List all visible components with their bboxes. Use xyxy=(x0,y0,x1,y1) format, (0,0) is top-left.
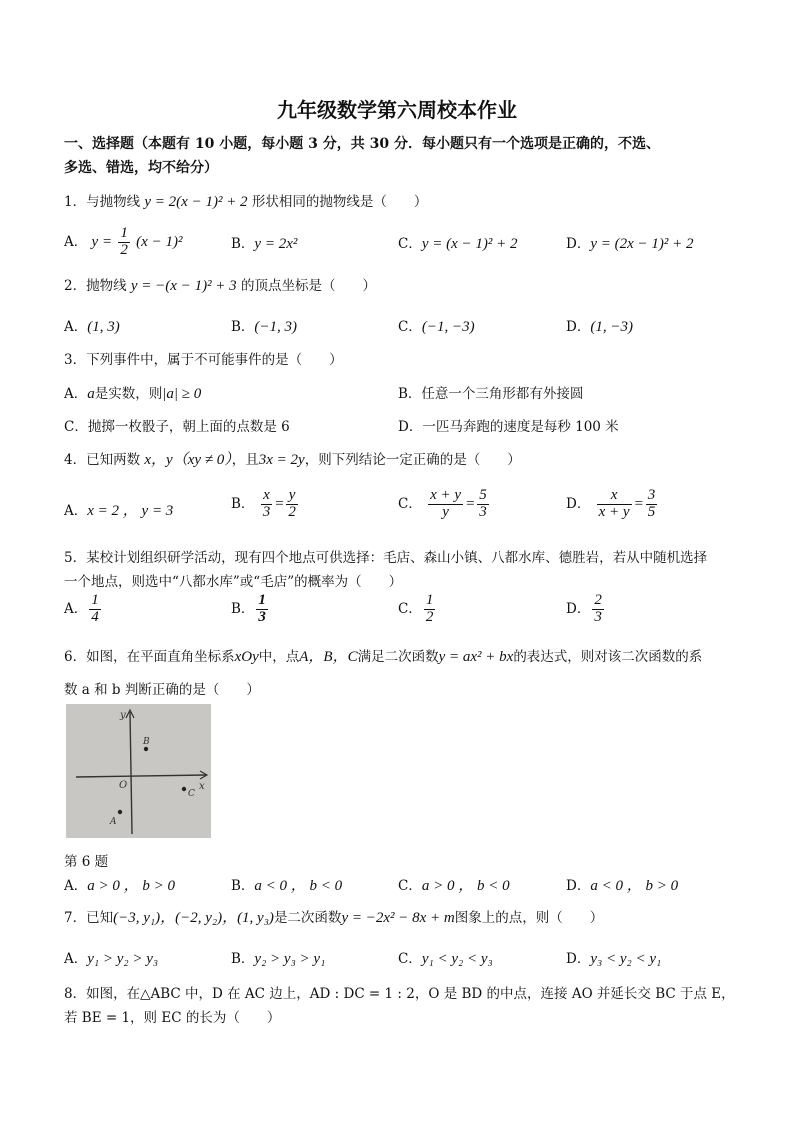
option-text: 是实数，则 xyxy=(94,386,163,402)
option-label: D． xyxy=(566,319,591,335)
question-7-stem xyxy=(64,906,603,927)
q2-option-d[interactable] xyxy=(566,315,633,336)
option-label: B． xyxy=(231,600,255,617)
option-label: D． xyxy=(566,951,591,967)
q2-option-a[interactable] xyxy=(64,315,120,336)
q1-option-a[interactable] xyxy=(64,226,182,259)
q2-stem-post: 的顶点坐标是（ ） xyxy=(240,278,376,294)
option-expr: a < 0 ， b > 0 xyxy=(590,878,679,894)
option-label: C． xyxy=(398,495,422,512)
option-label: D． xyxy=(566,236,591,252)
option-expr: y₃ < y₂ < y₁ xyxy=(590,951,662,967)
option-fraction xyxy=(89,593,101,626)
fraction-numerator: x + y xyxy=(430,487,462,503)
option-text: 任意一个三角形都有外接圆 xyxy=(421,386,584,402)
q7-option-a[interactable] xyxy=(64,947,158,968)
question-6-line2: 数 a 和 b 判断正确的是（ ） xyxy=(64,682,260,698)
option-label: B． xyxy=(398,386,422,402)
q4-option-d[interactable] xyxy=(566,488,659,521)
q5-option-c[interactable] xyxy=(398,593,437,626)
question-8-line2: 若 BE = 1，则 EC 的长为（ ） xyxy=(64,1010,281,1026)
question-4-stem xyxy=(64,448,521,469)
q1-stem-pre: 1．与抛物线 xyxy=(64,194,141,210)
q4-option-b[interactable] xyxy=(231,488,300,521)
option-expr: (−1, −3) xyxy=(421,319,475,335)
option-expr: a < 0 ， b < 0 xyxy=(254,878,343,894)
fraction-numerator: 1 xyxy=(258,592,266,608)
q3-option-c[interactable] xyxy=(64,415,290,435)
option-label: C． xyxy=(398,319,422,335)
question-6-line1 xyxy=(64,645,702,666)
q6-option-d[interactable] xyxy=(566,874,678,895)
option-expr: (1, 3) xyxy=(87,319,120,335)
fraction-numerator: 2 xyxy=(594,592,602,608)
option-expr-pre: y = xyxy=(91,233,113,250)
option-expr: y₂ > y₃ > y₁ xyxy=(254,951,326,967)
q4-stem-mid: ，且 xyxy=(231,452,259,468)
q6-line1-pre: 6．如图，在平面直角坐标系 xyxy=(64,649,235,665)
q1-option-d[interactable] xyxy=(566,232,694,253)
option-text: 一匹马奔跑的速度是每秒 100 米 xyxy=(422,419,619,435)
option-label: B． xyxy=(231,495,255,512)
option-text: 抛掷一枚骰子，朝上面的点数是 6 xyxy=(87,419,290,435)
option-label: B． xyxy=(231,878,255,894)
option-expr: |a| ≥ 0 xyxy=(162,386,202,402)
option-label: B． xyxy=(231,319,255,335)
q5-option-a[interactable] xyxy=(64,593,103,626)
fraction-numerator: x xyxy=(261,488,273,505)
option-expr: y = (2x − 1)² + 2 xyxy=(590,236,694,252)
q6-figure-caption: 第 6 题 xyxy=(64,854,109,870)
equals-sign: = xyxy=(633,495,644,512)
fraction-denominator: 5 xyxy=(647,503,656,520)
option-label: A． xyxy=(64,503,88,519)
point-c-label: C xyxy=(188,789,195,799)
q3-option-d[interactable] xyxy=(398,415,619,435)
point-a-label: A xyxy=(110,817,117,827)
fraction-numerator: x xyxy=(597,488,632,505)
equals-sign: = xyxy=(465,495,476,512)
q7-points: (−3, y₁)，(−2, y₂)，(1, y₃) xyxy=(113,910,274,926)
q4-stem-pre: 4．已知两数 xyxy=(64,452,141,468)
option-fraction-right xyxy=(646,488,658,521)
q7-stem-mid: 是二次函数 xyxy=(273,910,342,926)
y-axis xyxy=(130,712,132,834)
section-header-line2: 多选、错选，均不给分） xyxy=(64,160,218,176)
option-expr: y₁ > y₂ > y₃ xyxy=(87,951,159,967)
origin-label: O xyxy=(119,780,128,791)
fraction-denominator: 2 xyxy=(425,608,434,625)
q1-option-c[interactable] xyxy=(398,232,518,253)
q6-option-a[interactable] xyxy=(64,874,175,895)
q2-option-c[interactable] xyxy=(398,315,475,336)
option-expr: a > 0 ， b < 0 xyxy=(421,878,510,894)
x-axis-label: x xyxy=(199,781,205,792)
fraction-numerator: 1 xyxy=(425,592,434,608)
fraction-denominator: y xyxy=(442,503,449,520)
option-label: D． xyxy=(398,419,423,435)
question-5-line2: 一个地点，则选中“八都水库”或“毛店”的概率为（ ） xyxy=(64,574,403,590)
option-expr: y₁ < y₂ < y₃ xyxy=(421,951,493,967)
point-b-label: B xyxy=(143,737,150,747)
q4-option-c[interactable] xyxy=(398,488,491,521)
q2-option-b[interactable] xyxy=(231,315,297,336)
option-expr-post: (x − 1)² xyxy=(136,233,183,250)
q7-option-c[interactable] xyxy=(398,947,493,968)
option-fraction-right xyxy=(477,488,489,521)
option-label: B． xyxy=(231,951,255,967)
q6-line1-post: 的表达式，则对该二次函数的系 xyxy=(513,649,703,665)
q4-stem-expr: 3x = 2y xyxy=(258,452,305,468)
q1-stem-expr: y = 2(x − 1)² + 2 xyxy=(144,194,248,210)
option-label: B． xyxy=(231,236,255,252)
option-label: D． xyxy=(566,495,591,512)
q6-option-c[interactable] xyxy=(398,874,510,895)
option-label: C． xyxy=(398,236,422,252)
q6-line1-mid: 中，点 xyxy=(258,649,300,665)
q6-coordinate-plot xyxy=(66,704,211,838)
fraction-denominator: x + y xyxy=(598,503,630,520)
x-axis xyxy=(76,775,206,777)
equals-sign: = xyxy=(274,495,285,512)
option-fraction-left xyxy=(261,488,273,521)
option-expr: (−1, 3) xyxy=(254,319,298,335)
option-label: C． xyxy=(398,951,422,967)
option-label: A． xyxy=(64,319,88,335)
fraction-denominator: 2 xyxy=(288,503,296,520)
option-fraction xyxy=(256,593,268,626)
q6-points: A，B，C xyxy=(299,649,358,665)
fraction-denominator: 3 xyxy=(262,503,271,520)
q2-stem-pre: 2．抛物线 xyxy=(64,278,127,294)
option-expr: a > 0 ， b > 0 xyxy=(87,878,175,894)
fraction-denominator: 3 xyxy=(479,503,487,520)
q5-option-b[interactable] xyxy=(231,593,270,626)
q6-option-b[interactable] xyxy=(231,874,342,895)
q6-figure xyxy=(66,704,211,838)
question-1-stem xyxy=(64,190,427,211)
option-label: D． xyxy=(566,600,591,617)
q1-stem-post: 形状相同的抛物线是（ ） xyxy=(251,194,428,210)
section-header-line1: 一、选择题（本题有 10 小题，每小题 3 分，共 30 分．每小题只有一个选项是正确的，不选、 xyxy=(64,136,660,152)
q3-option-a[interactable] xyxy=(64,382,201,403)
fraction-denominator: 3 xyxy=(258,608,266,625)
q7-option-b[interactable] xyxy=(231,947,325,968)
q6-coord-system: xOy xyxy=(234,649,259,665)
option-fraction xyxy=(118,226,130,259)
option-label: D． xyxy=(566,878,591,894)
point-b xyxy=(144,747,148,751)
page-title: 九年级数学第六周校本作业 xyxy=(277,98,517,122)
fraction-numerator: 3 xyxy=(647,487,656,503)
option-label: A． xyxy=(64,878,88,894)
option-var: a xyxy=(87,386,95,402)
q7-function-expr: y = −2x² − 8x + m xyxy=(341,910,455,926)
option-label: C． xyxy=(398,600,422,617)
q7-stem-post: 图象上的点，则（ ） xyxy=(454,910,604,926)
option-fraction xyxy=(424,593,436,626)
option-fraction xyxy=(592,593,604,626)
option-fraction-left xyxy=(597,488,632,521)
option-label: C． xyxy=(64,419,88,435)
option-fraction-right xyxy=(286,488,298,521)
option-label: A． xyxy=(64,951,88,967)
fraction-denominator: 3 xyxy=(594,608,602,625)
option-expr: y = (x − 1)² + 2 xyxy=(421,236,518,252)
fraction-denominator: 2 xyxy=(120,241,128,258)
question-2-stem xyxy=(64,274,376,295)
option-label: A． xyxy=(64,233,88,250)
option-fraction-left xyxy=(428,488,463,521)
fraction-denominator: 4 xyxy=(91,608,99,625)
question-8-line1: 8．如图，在△ABC 中，D 在 AC 边上，AD : DC = 1 : 2，O 是 BD 的中点，连接 AO 并延长交 BC 于点 E， xyxy=(64,986,735,1002)
q6-function-expr: y = ax² + bx xyxy=(438,649,514,665)
q4-stem-vars: x，y（xy ≠ 0） xyxy=(144,452,232,468)
q4-stem-post: ，则下列结论一定正确的是（ ） xyxy=(304,452,521,468)
point-a xyxy=(118,810,122,814)
fraction-numerator: y xyxy=(286,488,298,505)
option-label: A． xyxy=(64,600,88,617)
option-expr: (1, −3) xyxy=(590,319,633,335)
option-label: A． xyxy=(64,386,88,402)
q4-option-a[interactable] xyxy=(64,499,173,520)
q6-line1-mid2: 满足二次函数 xyxy=(357,649,439,665)
q1-option-b[interactable] xyxy=(231,232,297,253)
point-c xyxy=(182,787,186,791)
fraction-numerator: 5 xyxy=(479,487,487,503)
q7-stem-pre: 7．已知 xyxy=(64,910,114,926)
option-expr: y = 2x² xyxy=(254,236,298,252)
question-3-stem: 3．下列事件中，属于不可能事件的是（ ） xyxy=(64,352,343,368)
fraction-numerator: 1 xyxy=(120,225,128,241)
question-5-line1: 5．某校计划组织研学活动，现有四个地点可供选择：毛店、森山小镇、八都水库、德胜岩，若从中随机选择 xyxy=(64,550,708,566)
q3-option-b[interactable] xyxy=(398,382,583,402)
option-expr: x = 2 ， y = 3 xyxy=(87,503,174,519)
q7-option-d[interactable] xyxy=(566,947,661,968)
q2-stem-expr: y = −(x − 1)² + 3 xyxy=(130,278,237,294)
q5-option-d[interactable] xyxy=(566,593,606,626)
fraction-numerator: 1 xyxy=(91,592,99,608)
option-label: C． xyxy=(398,878,422,894)
y-axis-label: y xyxy=(120,710,126,721)
